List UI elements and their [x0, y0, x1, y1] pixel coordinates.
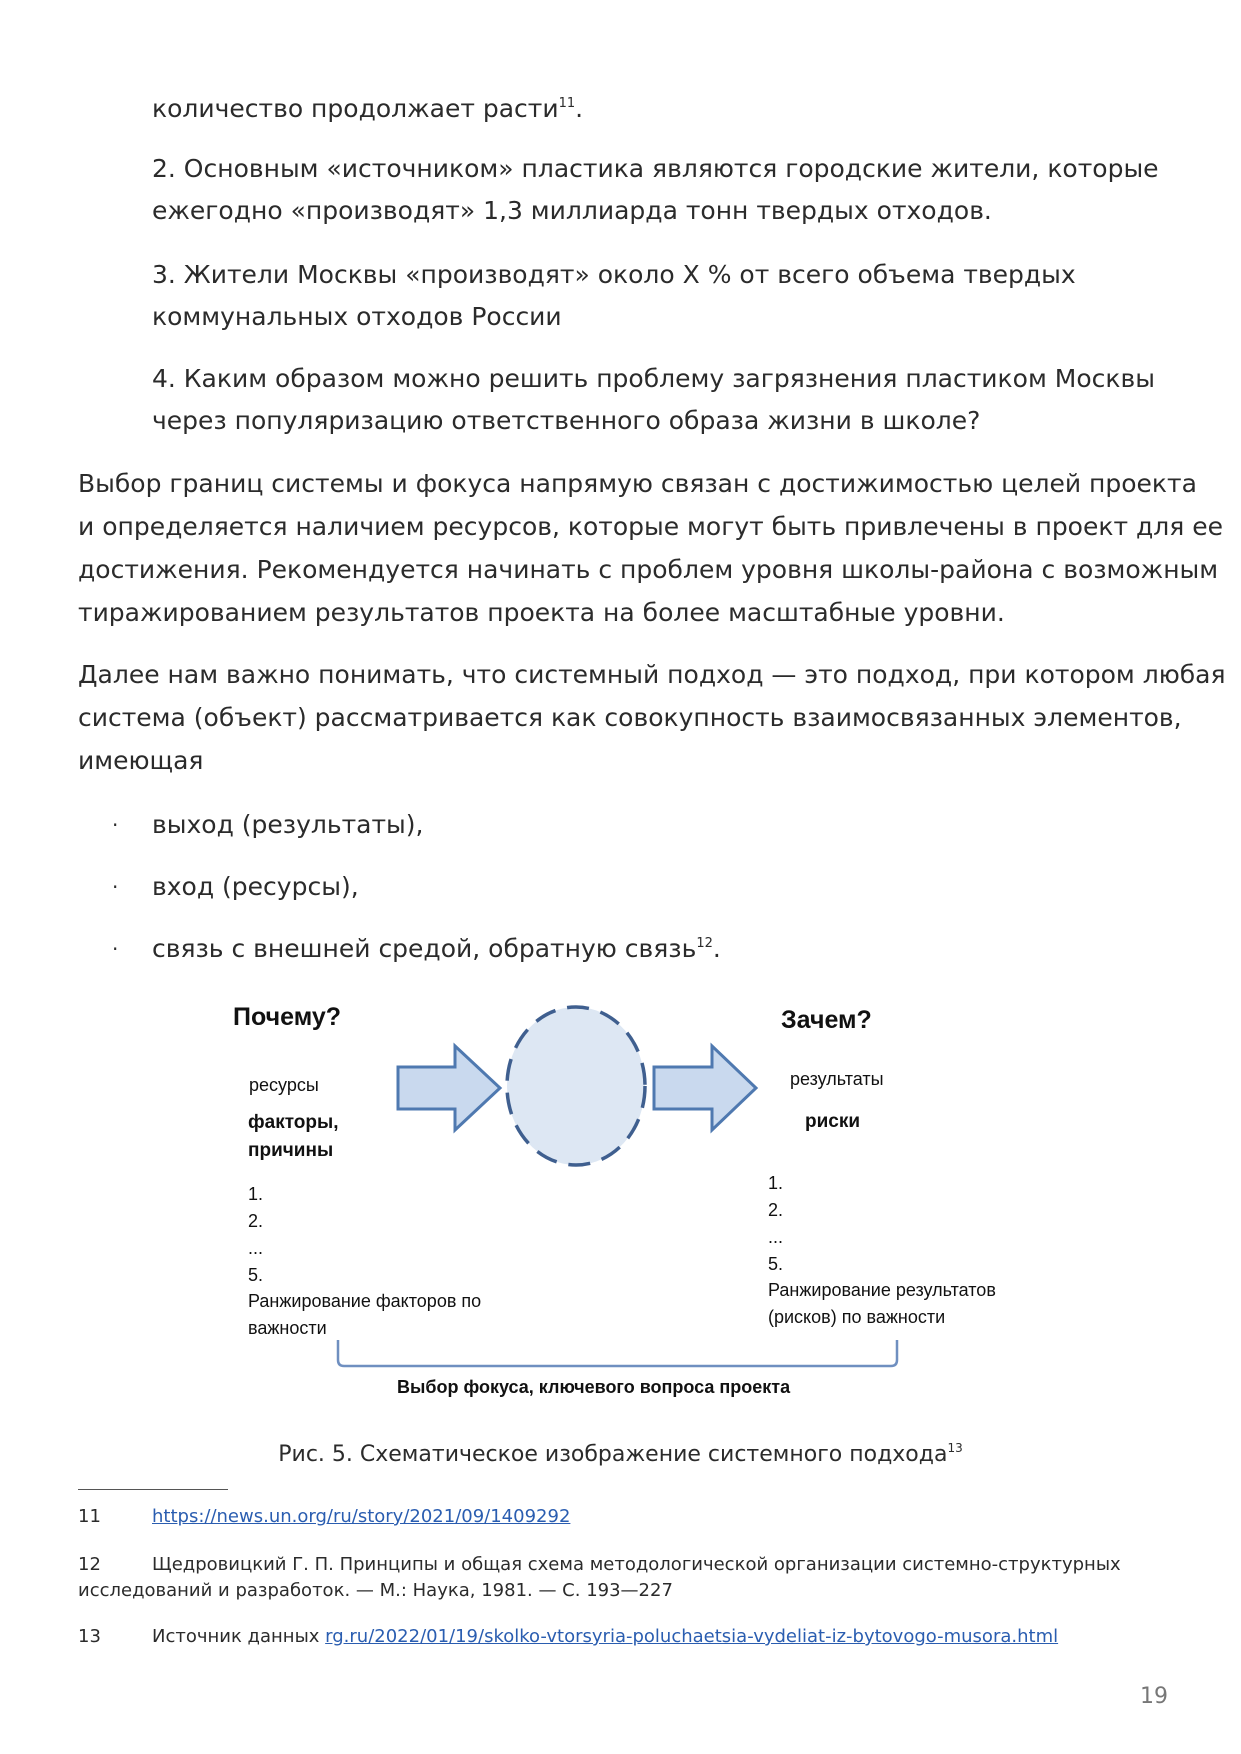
- caption-text: Рис. 5. Схематическое изображение системного подхода: [278, 1442, 948, 1467]
- bullet-dot-icon: ·: [112, 937, 119, 961]
- footnote-divider: [78, 1489, 228, 1490]
- para1-line-2: и определяется наличием ресурсов, которые могут быть привлечены в проект для ее: [78, 512, 1223, 541]
- diagram-right-rank-2: (рисков) по важности: [768, 1307, 946, 1327]
- para2-line-3: имеющая: [78, 746, 204, 775]
- diagram-right-rank-1: Ранжирование результатов: [768, 1280, 996, 1300]
- bullet-item: [112, 870, 359, 904]
- output-arrow-icon: [654, 1046, 756, 1130]
- para1-line-1: Выбор границ системы и фокуса напрямую связан с достижимостью целей проекта: [78, 469, 1197, 498]
- intro-tail-end: .: [575, 94, 584, 123]
- bullet-dot-icon: ·: [112, 875, 119, 899]
- footnote-number: 13: [78, 1626, 101, 1647]
- bullet-text: вход (ресурсы),: [152, 872, 359, 901]
- footnote-12-line-2: исследований и разработок. — М.: Наука, 1981. — С. 193—227: [78, 1580, 673, 1601]
- footnote-ref-12[interactable]: 12: [696, 936, 713, 951]
- item-2-line-1: 2. Основным «источником» пластика являются городские жители, которые: [152, 154, 1159, 183]
- diagram-right-title: Зачем?: [781, 1006, 872, 1034]
- footnote-12-line-1: Щедровицкий Г. П. Принципы и общая схема методологической организации системно-структурных: [152, 1554, 1121, 1575]
- diagram-left-sub: ресурсы: [249, 1075, 319, 1095]
- diagram-right-bold: риски: [805, 1111, 861, 1132]
- system-circle-icon: [507, 1007, 645, 1165]
- footnote-11-link[interactable]: https://news.un.org/ru/story/2021/09/1409292: [152, 1506, 571, 1527]
- list-item: 2.: [768, 1200, 784, 1220]
- list-item: ...: [248, 1238, 264, 1258]
- diagram-left-rank-2: важности: [248, 1318, 327, 1338]
- list-item: ...: [768, 1227, 784, 1247]
- list-item: 1.: [768, 1173, 784, 1193]
- bullet-text: выход (результаты),: [152, 810, 424, 839]
- bullet-item: [112, 808, 424, 842]
- item-2-line-2: ежегодно «производят» 1,3 миллиарда тонн твердых отходов.: [152, 196, 992, 225]
- list-item: 2.: [248, 1211, 264, 1231]
- para1-line-3: достижения. Рекомендуется начинать с проблем уровня школы-района с возможным: [78, 555, 1219, 584]
- intro-tail: [152, 92, 583, 126]
- footnote-ref-13[interactable]: 13: [947, 1441, 963, 1455]
- focus-brace-icon: [338, 1340, 897, 1366]
- footnote-number: 11: [78, 1506, 101, 1527]
- diagram-bottom-label: Выбор фокуса, ключевого вопроса проекта: [397, 1377, 791, 1397]
- bullet-end: .: [712, 934, 721, 963]
- diagram-left-bold-2: причины: [248, 1140, 334, 1161]
- item-4-line-2: через популяризацию ответственного образа жизни в школе?: [152, 406, 981, 435]
- footnote-13-link[interactable]: rg.ru/2022/01/19/skolko-vtorsyria-poluchaetsia-vydeliat-iz-bytovogo-musora.html: [325, 1626, 1059, 1647]
- list-item: 5.: [248, 1265, 264, 1285]
- bullet-text: связь с внешней средой, обратную связь: [152, 934, 697, 963]
- diagram-right-sub: результаты: [790, 1069, 884, 1089]
- footnote-number: 12: [78, 1554, 101, 1575]
- diagram-left-list: [248, 1181, 263, 1289]
- diagram-right-list: [768, 1170, 783, 1278]
- intro-tail-text: количество продолжает расти: [152, 94, 559, 123]
- diagram-left-title: Почему?: [233, 1003, 342, 1031]
- footnote-13-prefix: Источник данных: [152, 1626, 326, 1647]
- list-item: 5.: [768, 1254, 784, 1274]
- input-arrow-icon: [398, 1046, 500, 1130]
- bullet-item: [112, 932, 721, 966]
- item-3-line-1: 3. Жители Москвы «производят» около Х % от всего объема твердых: [152, 260, 1076, 289]
- page-number: 19: [1140, 1684, 1168, 1709]
- para2-line-2: система (объект) рассматривается как совокупность взаимосвязанных элементов,: [78, 703, 1182, 732]
- bullet-dot-icon: ·: [112, 813, 119, 837]
- diagram-left-bold-1: факторы,: [248, 1112, 339, 1133]
- figure-caption: [0, 1440, 1241, 1470]
- list-item: 1.: [248, 1184, 264, 1204]
- diagram-left-rank-1: Ранжирование факторов по: [248, 1291, 482, 1311]
- para1-line-4: тиражированием результатов проекта на более масштабные уровни.: [78, 598, 1005, 627]
- item-3-line-2: коммунальных отходов России: [152, 302, 562, 331]
- footnote-ref-11[interactable]: 11: [558, 96, 576, 111]
- para2-line-1: Далее нам важно понимать, что системный подход — это подход, при котором любая: [78, 660, 1226, 689]
- item-4-line-1: 4. Каким образом можно решить проблему загрязнения пластиком Москвы: [152, 364, 1155, 393]
